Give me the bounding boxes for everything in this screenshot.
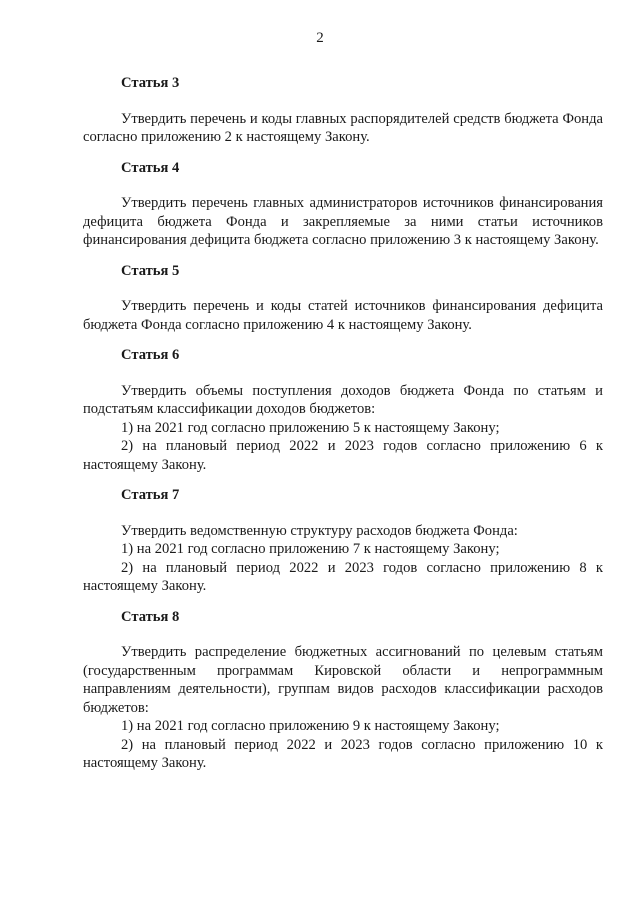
article-title: Статья 3	[121, 75, 180, 91]
article-7	[83, 486, 603, 596]
article-title: Статья 8	[121, 608, 180, 625]
article-title: Статья 6	[121, 347, 180, 363]
article-list-item: 1) на 2021 год согласно приложению 7 к настоящему Закону;	[121, 541, 500, 557]
article-paragraph: Утвердить распределение бюджетных ассигнований по целевым статьям (государственным программам Кировской области и непрограммным направлениям деятельности), группам видов расходов классификации расходов бюджетов:	[83, 644, 603, 716]
article-list-item: 2) на плановый период 2022 и 2023 годов согласно приложению 10 к настоящему Закону.	[83, 736, 603, 771]
article-title: Статья 7	[121, 487, 180, 503]
article-title: Статья 4	[121, 159, 180, 176]
article-paragraph: Утвердить объемы поступления доходов бюджета Фонда по статьям и подстатьям классификации доходов бюджетов:	[83, 382, 603, 417]
article-list-item: 2) на плановый период 2022 и 2023 годов согласно приложению 6 к настоящему Закону.	[83, 438, 603, 473]
article-list-item: 1) на 2021 год согласно приложению 9 к настоящему Закону;	[121, 718, 500, 734]
article-title: Статья 5	[121, 262, 180, 279]
article-list-item: 1) на 2021 год согласно приложению 5 к настоящему Закону;	[121, 419, 500, 436]
article-paragraph: Утвердить перечень и коды главных распорядителей средств бюджета Фонда согласно приложению 2 к настоящему Закону.	[83, 110, 603, 145]
article-paragraph: Утвердить перечень главных администраторов источников финансирования дефицита бюджета Фонда и закрепляемые за ними статьи источников финансирования дефицита бюджета согласно приложению 3 к настоящему Закону.	[83, 195, 603, 248]
article-3	[83, 74, 603, 147]
page-number: 2	[316, 30, 324, 46]
article-8	[83, 608, 603, 773]
article-paragraph: Утвердить ведомственную структуру расходов бюджета Фонда:	[121, 522, 518, 539]
article-paragraph: Утвердить перечень и коды статей источников финансирования дефицита бюджета Фонда согласно приложению 4 к настоящему Закону.	[83, 298, 603, 333]
article-list-item: 2) на плановый период 2022 и 2023 годов согласно приложению 8 к настоящему Закону.	[83, 559, 603, 594]
document-body	[83, 74, 603, 785]
article-4	[83, 159, 603, 250]
article-5	[83, 262, 603, 335]
article-6	[83, 346, 603, 474]
